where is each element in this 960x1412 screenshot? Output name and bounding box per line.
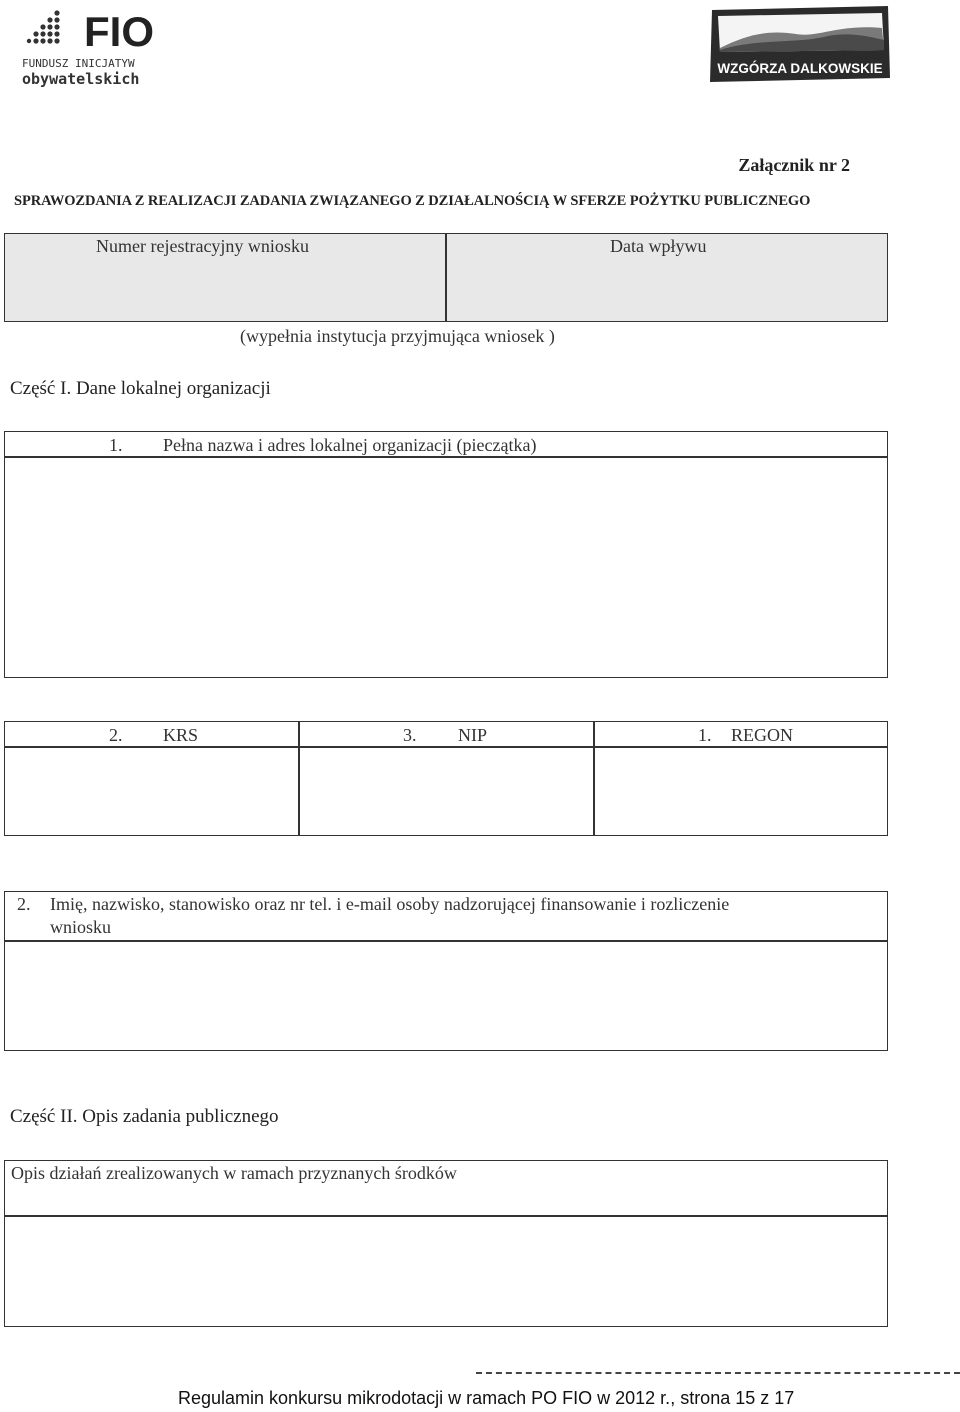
- registration-note: (wypełnia instytucja przyjmująca wniosek ): [240, 326, 555, 346]
- activities-description-label: Opis działań zrealizowanych w ramach przyznanych środków: [11, 1163, 457, 1183]
- fio-logo-sub2: obywatelskich: [22, 70, 140, 88]
- krs-input-area[interactable]: [6, 748, 297, 834]
- part2-header-divider: [4, 1215, 888, 1217]
- date-received-label: Data wpływu: [610, 236, 707, 256]
- footer-divider: [476, 1372, 960, 1374]
- regon-label: REGON: [731, 725, 793, 745]
- registration-divider: [445, 233, 447, 322]
- field2-header-divider: [4, 940, 888, 942]
- field2-label-line2: wniosku: [50, 917, 112, 937]
- part1-heading: Część I. Dane lokalnej organizacji: [10, 378, 271, 399]
- krs-label: KRS: [163, 725, 199, 745]
- attachment-number: Załącznik nr 2: [738, 155, 850, 175]
- supervisor-box[interactable]: [4, 891, 888, 1051]
- nip-input-area[interactable]: [300, 748, 592, 834]
- field1-label: Pełna nazwa i adres lokalnej organizacji (pieczątka): [163, 435, 537, 455]
- field2-number: 2.: [17, 894, 31, 914]
- wzgorza-logo-text: WZGÓRZA DALKOWSKIE: [717, 61, 883, 76]
- regon-number: 1.: [698, 725, 712, 745]
- field2-label-line1: Imię, nazwisko, stanowisko oraz nr tel. i e-mail osoby nadzorującej finansowanie i rozliczenie: [50, 894, 730, 914]
- footer-text: Regulamin konkursu mikrodotacji w ramach PO FIO w 2012 r., strona 15 z 17: [178, 1388, 795, 1408]
- organization-name-address-box[interactable]: [4, 431, 888, 678]
- field1-number: 1.: [109, 435, 123, 455]
- fio-logo-sub1: FUNDUSZ INICJATYW: [22, 57, 135, 70]
- krs-number: 2.: [109, 725, 123, 745]
- nip-number: 3.: [403, 725, 417, 745]
- fio-logo: [20, 8, 180, 90]
- registration-number-label: Numer rejestracyjny wniosku: [96, 236, 309, 256]
- part2-heading: Część II. Opis zadania publicznego: [10, 1106, 279, 1127]
- fio-logo-text: FIO: [84, 8, 154, 55]
- field1-header-divider: [4, 456, 888, 458]
- document-title: SPRAWOZDANIA Z REALIZACJI ZADANIA ZWIĄZANEGO Z DZIAŁALNOŚCIĄ W SFERZE POŻYTKU PUBLICZNEGO: [14, 193, 811, 209]
- activities-description-box[interactable]: [4, 1160, 888, 1327]
- nip-label: NIP: [458, 725, 488, 745]
- wzgorza-dalkowskie-logo: [708, 4, 892, 84]
- regon-input-area[interactable]: [595, 748, 887, 834]
